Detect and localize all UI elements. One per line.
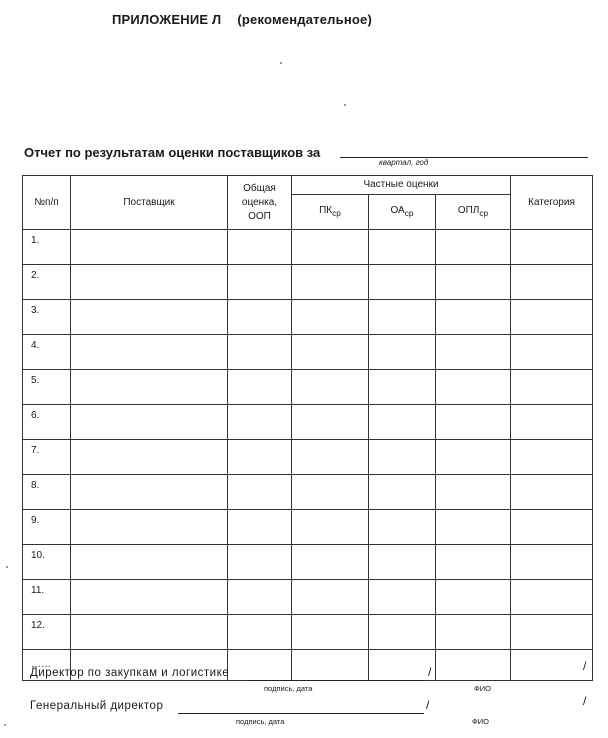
row-number: …… — [23, 650, 71, 681]
table-body — [23, 230, 593, 681]
header-supplier: Поставщик — [71, 176, 228, 230]
table-cell — [511, 475, 593, 510]
table-cell — [292, 265, 369, 300]
table-cell — [292, 510, 369, 545]
row-number: 9. — [23, 510, 71, 545]
table-cell — [228, 510, 292, 545]
appendix-heading — [112, 12, 372, 27]
table-cell — [511, 370, 593, 405]
signature-line — [178, 713, 424, 714]
table-cell — [436, 335, 511, 370]
general-director-label: Генеральный директор — [30, 700, 164, 712]
scan-speck — [344, 104, 346, 106]
table-cell — [71, 405, 228, 440]
table-cell — [436, 580, 511, 615]
table-cell — [292, 300, 369, 335]
table-cell — [511, 300, 593, 335]
table-cell — [292, 405, 369, 440]
table-cell — [228, 370, 292, 405]
row-number: 7. — [23, 440, 71, 475]
table-row — [23, 615, 593, 650]
signature-row-procurement — [30, 659, 590, 693]
row-number: 10. — [23, 545, 71, 580]
row-number: 3. — [23, 300, 71, 335]
table-cell — [511, 440, 593, 475]
header-pk-avg: $ПК_{ср}$ — [292, 195, 369, 230]
header-overall-score: Общая оценка, ООП — [228, 176, 292, 230]
table-cell — [71, 265, 228, 300]
table-cell — [228, 475, 292, 510]
table-cell — [71, 475, 228, 510]
row-number: 5. — [23, 370, 71, 405]
table-row — [23, 475, 593, 510]
separator-slash: / — [583, 694, 587, 708]
row-number: 11. — [23, 580, 71, 615]
table-cell — [292, 440, 369, 475]
row-number: 12. — [23, 615, 71, 650]
table-cell — [436, 405, 511, 440]
scan-speck — [4, 724, 6, 726]
table-row — [23, 510, 593, 545]
table-cell — [511, 545, 593, 580]
table-cell — [369, 300, 436, 335]
table-cell — [436, 510, 511, 545]
row-number: 2. — [23, 265, 71, 300]
table-cell — [228, 335, 292, 370]
report-title: Отчет по результатам оценки поставщиков за — [24, 145, 321, 160]
table-cell — [436, 615, 511, 650]
row-number: 6. — [23, 405, 71, 440]
signature-line — [248, 680, 424, 681]
table-cell — [71, 230, 228, 265]
table-row — [23, 335, 593, 370]
table-row — [23, 265, 593, 300]
separator-slash: / — [583, 659, 587, 673]
table-cell — [511, 580, 593, 615]
table-cell — [228, 405, 292, 440]
separator-slash: / — [426, 698, 430, 712]
table-row — [23, 405, 593, 440]
header-opl-avg: $ОПЛ_{ср}$ — [436, 195, 511, 230]
table-cell — [228, 265, 292, 300]
table-cell — [369, 230, 436, 265]
director-procurement-label: Директор по закупкам и логистике — [30, 667, 230, 679]
table-row — [23, 370, 593, 405]
table-cell — [292, 580, 369, 615]
table-cell — [228, 545, 292, 580]
table-cell — [436, 300, 511, 335]
table-cell — [71, 370, 228, 405]
table-cell — [292, 230, 369, 265]
header-category: Категория — [511, 176, 593, 230]
appendix-kind: (рекомендательное) — [237, 12, 372, 27]
table-cell — [369, 370, 436, 405]
table-cell — [292, 335, 369, 370]
table-cell — [228, 300, 292, 335]
separator-slash: / — [428, 665, 432, 679]
table-cell — [369, 405, 436, 440]
table-cell — [436, 440, 511, 475]
table-row — [23, 300, 593, 335]
table-cell — [369, 335, 436, 370]
signature-row-general-director — [30, 694, 590, 726]
table-cell — [511, 510, 593, 545]
table-cell — [436, 475, 511, 510]
table-cell — [436, 265, 511, 300]
table-cell — [369, 580, 436, 615]
table-cell — [369, 475, 436, 510]
table-cell — [71, 335, 228, 370]
table-cell — [228, 230, 292, 265]
table-cell — [436, 545, 511, 580]
table-cell — [71, 615, 228, 650]
signature-caption: подпись, дата — [264, 684, 313, 693]
table-row — [23, 230, 593, 265]
table-cell — [369, 510, 436, 545]
table-cell — [436, 230, 511, 265]
table-cell — [369, 545, 436, 580]
table-cell — [511, 265, 593, 300]
table-cell — [228, 580, 292, 615]
table-cell — [292, 545, 369, 580]
row-number: 8. — [23, 475, 71, 510]
table-cell — [369, 440, 436, 475]
table-cell — [369, 265, 436, 300]
table-cell — [71, 545, 228, 580]
row-number: 4. — [23, 335, 71, 370]
name-caption: ФИО — [472, 717, 489, 726]
scan-speck — [6, 566, 8, 568]
signature-caption: подпись, дата — [236, 717, 285, 726]
name-caption: ФИО — [474, 684, 491, 693]
table-cell — [511, 335, 593, 370]
period-hint: квартал, год — [379, 158, 429, 167]
table-cell — [71, 300, 228, 335]
header-oa-avg: $ОА_{ср}$ — [369, 195, 436, 230]
scan-speck — [280, 62, 282, 64]
table-cell — [292, 475, 369, 510]
table-cell — [71, 510, 228, 545]
table-cell — [511, 615, 593, 650]
table-row — [23, 580, 593, 615]
table-cell — [369, 615, 436, 650]
appendix-title: ПРИЛОЖЕНИЕ Л — [112, 12, 222, 27]
table-cell — [71, 440, 228, 475]
report-title-line — [24, 145, 584, 169]
table-row — [23, 545, 593, 580]
table-cell — [436, 370, 511, 405]
header-partial-scores: Частные оценки — [292, 176, 511, 195]
row-number: 1. — [23, 230, 71, 265]
table-cell — [511, 230, 593, 265]
table-cell — [228, 440, 292, 475]
table-cell — [292, 370, 369, 405]
period-blank-line — [340, 157, 588, 158]
suppliers-evaluation-table — [22, 175, 593, 681]
table-cell — [511, 405, 593, 440]
header-number: №п/п — [23, 176, 71, 230]
table-cell — [228, 615, 292, 650]
table-cell — [292, 615, 369, 650]
table-row — [23, 440, 593, 475]
table-cell — [71, 580, 228, 615]
